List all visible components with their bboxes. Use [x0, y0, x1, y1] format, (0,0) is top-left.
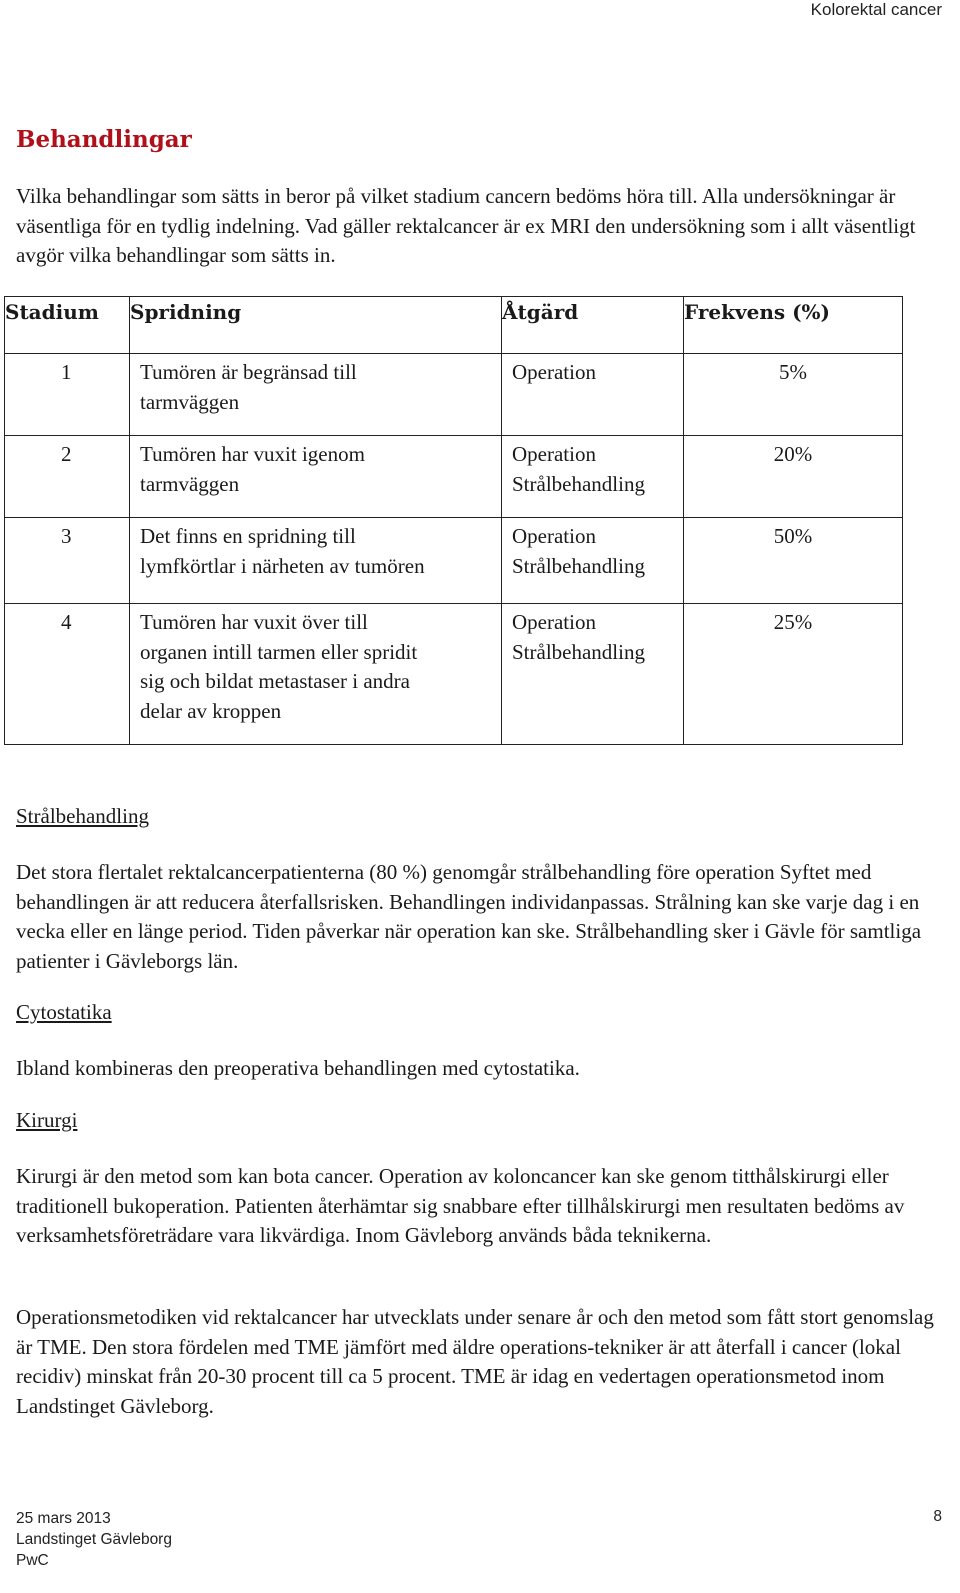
section-title: Behandlingar — [16, 126, 192, 153]
header-frekvens: Frekvens (%) — [684, 297, 903, 354]
surgery-paragraph-1: Kirurgi är den metod som kan bota cancer. Operation av koloncancer kan ske genom titthålskirurgi eller traditionell bukoperation. Patienten återhämtar sig snabbare efter tillhålskirurgi men resultaten bedöms av verksamhetsföreträdare vara likvärdiga. Inom Gävleborg används båda teknikerna. — [16, 1164, 905, 1247]
spread-text: tarmväggen — [140, 389, 240, 414]
frequency-value: 25% — [773, 610, 813, 634]
table-row — [5, 518, 903, 604]
chemo-heading: Cytostatika — [16, 1000, 112, 1024]
frequency-value: 5% — [779, 360, 807, 384]
stage-number: 2 — [61, 442, 72, 466]
spread-text: Tumören är begränsad till — [140, 360, 357, 384]
spread-text: delar av kroppen — [140, 698, 282, 723]
footer — [16, 1508, 172, 1571]
table-row — [5, 354, 903, 436]
radiation-heading: Strålbehandling — [16, 804, 149, 828]
spread-text: tarmväggen — [140, 471, 240, 496]
action-text: Operation — [512, 524, 596, 548]
spread-text: sig och bildat metastaser i andra — [140, 669, 410, 693]
frequency-value: 20% — [773, 442, 813, 466]
header-spridning: Spridning — [130, 297, 502, 354]
spread-text: Det finns en spridning till — [140, 524, 356, 548]
table-row — [5, 436, 903, 518]
table-header-row — [5, 297, 903, 354]
page-number: 8 — [933, 1508, 942, 1525]
footer-organization: Landstinget Gävleborg — [16, 1531, 172, 1548]
action-text: Operation — [512, 442, 596, 466]
header-stadium: Stadium — [5, 297, 130, 354]
footer-date: 25 mars 2013 — [16, 1510, 111, 1527]
stage-number: 4 — [61, 610, 72, 634]
action-text: Operation — [512, 610, 596, 634]
stage-table — [4, 296, 903, 745]
intro-paragraph: Vilka behandlingar som sätts in beror på vilket stadium cancern bedöms höra till. Alla undersökningar är väsentliga för en tydlig indelning. Vad gäller rektalcancer är ex MRI den undersökning som i allt väsentligt avgör vilka behandlingar som sätts in. — [16, 184, 916, 267]
action-text: Strålbehandling — [512, 553, 645, 578]
action-text: Strålbehandling — [512, 471, 645, 496]
spread-text: Tumören har vuxit igenom — [140, 442, 365, 466]
spread-text: Tumören har vuxit över till — [140, 610, 368, 634]
radiation-paragraph: Det stora flertalet rektalcancerpatienterna (80 %) genomgår strålbehandling före operation Syftet med behandlingen är att reducera återfallsrisken. Behandlingen individanpassas. Strålning kan ske varje dag i en vecka eller en länge period. Tiden påverkar när operation kan ske. Strålbehandling sker i Gävle för samtliga patienter i Gävleborgs län. — [16, 860, 922, 973]
surgery-heading: Kirurgi — [16, 1108, 78, 1132]
surgery-paragraph-2: Operationsmetodiken vid rektalcancer har utvecklats under senare år och den metod som fått stort genomslag är TME. Den stora fördelen med TME jämfört med äldre operations-tekniker är att återfall i cancer (lokal recidiv) minskat från 20-30 procent till ca 5 procent. TME är idag en vedertagen operationsmetod inom Landstinget Gävleborg. — [16, 1305, 934, 1418]
action-text: Strålbehandling — [512, 639, 645, 664]
spread-text: lymfkörtlar i närheten av tumören — [140, 553, 425, 578]
table-row — [5, 604, 903, 745]
frequency-value: 50% — [773, 524, 813, 548]
stage-number: 3 — [61, 524, 72, 548]
header-atgard: Åtgärd — [502, 297, 684, 354]
stage-number: 1 — [61, 360, 72, 384]
footer-firm: PwC — [16, 1552, 49, 1569]
chemo-paragraph: Ibland kombineras den preoperativa behandlingen med cytostatika. — [16, 1056, 580, 1080]
running-header: Kolorektal cancer — [810, 0, 942, 19]
spread-text: organen intill tarmen eller spridit — [140, 639, 418, 664]
action-text: Operation — [512, 360, 596, 384]
